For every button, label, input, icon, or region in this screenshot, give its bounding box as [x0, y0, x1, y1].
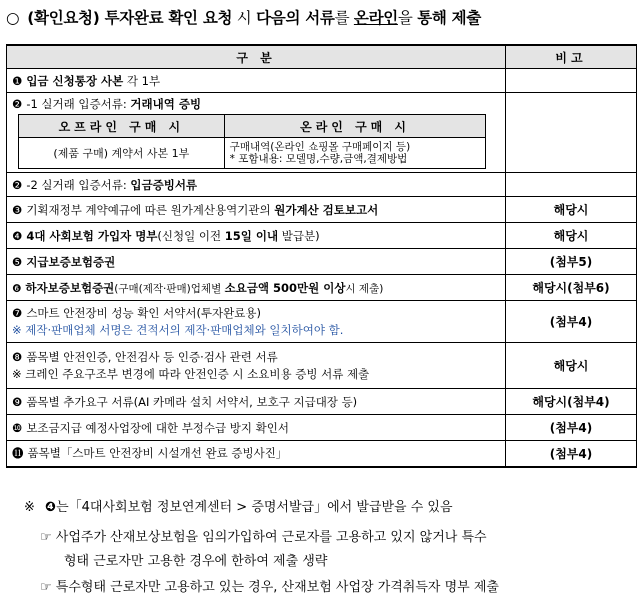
offline-header: 오프라인 구매 시 — [19, 115, 225, 138]
title-bullet: ○ — [6, 9, 20, 27]
row-number: ❺ — [12, 254, 23, 269]
row-subnote: ※ 크레인 주요구조부 변경에 따라 안전인증 시 소요비용 증빙 서류 제출 — [12, 366, 370, 381]
table-row: ❽ 품목별 안전인증, 안전검사 등 인증·검사 관련 서류 ※ 크레인 주요구조부 변경에 따라 안전인증 시 소요비용 증빙 서류 제출 해당시 — [7, 343, 637, 389]
title-part5: 온라인 — [353, 9, 398, 27]
title-part2: 시 — [232, 9, 257, 27]
title-part4: 를 — [334, 9, 354, 27]
pointing-hand-icon: ☞ — [40, 530, 52, 545]
row-number: ❸ — [12, 202, 23, 217]
title-part7: 통해 제출 — [417, 9, 482, 27]
title-part1: (확인요청) 투자완료 확인 요청 — [27, 9, 233, 27]
purchase-proof-table — [18, 114, 486, 169]
section-title — [6, 6, 636, 34]
row-number: ❽ — [12, 349, 23, 364]
footer-line4: 특수형태 근로자만 고용하고 있는 경우, 산재보험 사업장 가격취득자 명부 제출 — [55, 580, 499, 595]
table-row: ❻ 하자보증보험증권(구매(제작·판매)업체별 소요금액 500만원 이상시 제출) 해당시(첨부6) — [7, 275, 637, 301]
footer-line1: 는「4대사회보험 정보연계센터 > 증명서발급」에서 발급받을 수 있음 — [56, 500, 453, 515]
row-number: ⓫ — [12, 446, 24, 461]
row-number: ❷ — [12, 177, 23, 192]
pointing-hand-icon: ☞ — [40, 580, 52, 595]
row-number: ❾ — [12, 394, 23, 409]
documents-table — [6, 44, 637, 468]
online-doc: 구매내역(온라인 쇼핑몰 구매페이지 등) — [229, 141, 411, 153]
header-note: 비고 — [506, 45, 637, 69]
title-part6: 을 — [397, 9, 418, 27]
table-row: ⓫ 품목별「스마트 안전장비 시설개선 완료 증빙사진」 (첨부4) — [7, 441, 637, 467]
row-number: ❶ — [12, 73, 23, 88]
row-number: ❿ — [12, 420, 23, 435]
row-number: ❻ — [12, 282, 22, 295]
footer-item — [40, 526, 487, 545]
title-part3: 다음의 서류 — [256, 9, 335, 27]
table-row: ❸ 기획재정부 계약예규에 따른 원가계산용역기관의 원가계산 검토보고서 해당시 — [7, 197, 637, 223]
table-row: ❾ 품목별 추가요구 서류(AI 카메라 설치 서약서, 보호구 지급대장 등) 해당시(첨부4) — [7, 389, 637, 415]
table-row: ❹ 4대 사회보험 가입자 명부(신청일 이전 15일 이내 발급분) 해당시 — [7, 223, 637, 249]
footer-number: ❹ — [45, 500, 57, 515]
row-subnote: ※ 제작·판매업체 서명은 견적서의 제작·판매업체와 일치하여야 함. — [12, 322, 344, 337]
online-doc-detail: * 포함내용: 모델명,수량,금액,결제방법 — [229, 153, 408, 165]
table-row: ❼ 스마트 안전장비 성능 확인 서약서(투자완료용) ※ 제작·판매업체 서명은 견적서의 제작·판매업체와 일치하여야 함. (첨부4) — [7, 301, 637, 343]
table-row: ❿ 보조금지급 예정사업장에 대한 부정수급 방지 확인서 (첨부4) — [7, 415, 637, 441]
reference-mark: ※ — [24, 500, 35, 515]
row-number: ❼ — [12, 305, 23, 320]
footer-item — [40, 576, 499, 595]
row-number: ❷ — [12, 97, 23, 111]
table-row: ❷ -1 실거래 입증서류: 거래내역 증빙 오프라인 구매 시 온라인 구매 시 (제품 구매) 계약서 사본 1부 구매내역(온라인 쇼핑몰 구매페이지 등) * 포함내용: 모델명,수량,금액,결제방법 — [7, 93, 637, 173]
header-category: 구 분 — [7, 45, 506, 69]
table-row: ❺ 지급보증보험증권 (첨부5) — [7, 249, 637, 275]
row-number: ❹ — [12, 228, 23, 243]
online-header: 온라인 구매 시 — [224, 115, 486, 138]
footer-line2: 사업주가 산재보상보험을 임의가입하여 근로자를 고용하고 있지 않거나 특수 — [55, 530, 487, 545]
footer-item-continued — [64, 550, 327, 569]
footer-line3: 형태 근로자만 고용한 경우에 한하여 제출 생략 — [64, 554, 328, 569]
table-row: ❷ -2 실거래 입증서류: 입금증빙서류 — [7, 173, 637, 197]
table-row: ❶ 입금 신청통장 사본 각 1부 — [7, 69, 637, 93]
footer-note — [24, 496, 453, 515]
offline-doc: (제품 구매) 계약서 사본 1부 — [19, 138, 225, 169]
